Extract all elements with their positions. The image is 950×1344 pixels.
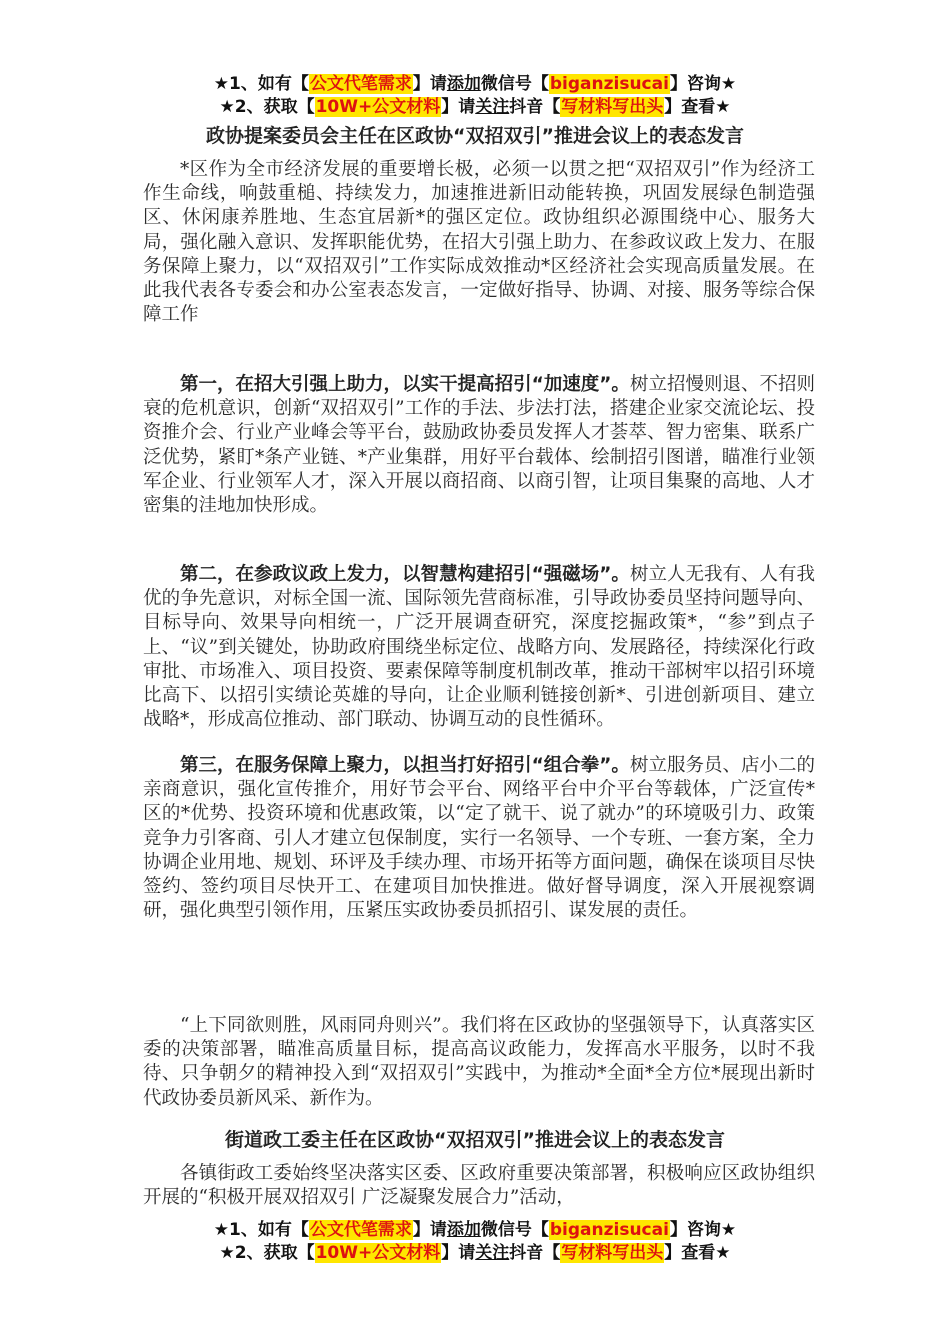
promo-2-mid: 】请 (441, 97, 476, 117)
promo-2-suffix: 】查看★ (664, 97, 731, 117)
paragraph-third-body: 树立服务员、店小二的亲商意识，强化宣传推介，用好节会平台、网络平台中介平台等载体，广泛宣传*区的*优势、投资环境和优惠政策，以“定了就干、说了就办”的环境吸引力、政策竞争力引客商、引人才建立包保制度，实行一名领导、一个专班、一套方案，全力协调企业用地、规划、环评及手续办理、市场开拓等方面问题，确保在谈项目尽快签约、签约项目尽快开工、在建项目加快推进。做好督导调度，深入开展视察调研，强化典型引领作用，压紧压实政协委员抓招引、谋发展的责任。 (143, 755, 815, 922)
paragraph-second-heading: 第二，在参政议政上发力，以智慧构建招引“强磁场”。 (180, 564, 630, 585)
promo-b2-prefix: ★2、获取【 (219, 1243, 315, 1263)
promo-line-2-bottom (0, 1242, 950, 1264)
section-title-2: 街道政工委主任在区政协“双招双引”推进会议上的表态发言 (225, 1129, 725, 1151)
intro-paragraph: *区作为全市经济发展的重要增长极，必须一以贯之把“双招双引”作为经济工作生命线，响鼓重槌、持续发力，加速推进新旧动能转换，巩固发展绿色制造强区、休闲康养胜地、生态宜居新*的强区定位。政协组织必源围绕中心、服务大局，强化融入意识、发挥职能优势，在招大引强上助力、在参政议政上发力、在服务保障上聚力，以“双招双引”工作实际成效推动*区经济社会实现高质量发展。在此我代表各专委会和办公室表态发言，一定做好指导、协调、对接、服务等综合保障工作 (143, 159, 815, 326)
promo-b2-suffix: 】查看★ (664, 1243, 731, 1263)
promo-1-suffix: 】咨询★ (669, 74, 737, 94)
promo-1-prefix: ★1、如有【 (213, 74, 309, 94)
promo-b2-underline: 关注 (475, 1243, 510, 1263)
promo-2-underline: 关注 (475, 97, 510, 117)
closing-paragraph: “上下同欲则胜，风雨同舟则兴”。我们将在区政协的坚强领导下，认真落实区委的决策部署，瞄准高质量目标，提高高议政能力，发挥高水平服务，以时不我待、只争朝夕的精神投入到“双招双引”实践中，为推动*全面*全方位*展现出新时代政协委员新风采、新作为。 (143, 1015, 815, 1109)
paragraph-first-body: 树立招慢则退、不招则衰的危机意识，创新“双招双引”工作的手法、步法打法，搭建企业家交流论坛、投资推介会、行业产业峰会等平台，鼓励政协委员发挥人才荟萃、智力密集、联系广泛优势，紧盯*条产业链、*产业集群，用好平台载体、绘制招引图谱，瞄准行业领军企业、行业领军人才，深入开展以商招商、以商引智，让项目集聚的高地、人才密集的洼地加快形成。 (143, 374, 815, 517)
promo-b1-mid: 】请 (412, 1220, 447, 1240)
promo-b1-highlight-service: 公文代笔需求 (309, 1220, 412, 1240)
promo-2-highlight-douyin: 写材料写出头 (561, 97, 664, 117)
promo-1-mid2: 微信号【 (480, 74, 549, 94)
section-title-1: 政协提案委员会主任在区政协“双招双引”推进会议上的表态发言 (206, 125, 744, 147)
promo-2-mid2: 抖音【 (509, 97, 561, 117)
paragraph-first-heading: 第一，在招大引强上助力，以实干提高招引“加速度”。 (180, 374, 630, 395)
promo-b2-highlight-materials: 10W+公文材料 (315, 1243, 441, 1263)
promo-2-prefix: ★2、获取【 (219, 97, 315, 117)
paragraph-second (143, 563, 815, 732)
promo-b1-underline: 添加 (446, 1220, 481, 1240)
promo-2-highlight-materials: 10W+公文材料 (315, 97, 441, 117)
promo-1-mid: 】请 (412, 74, 447, 94)
promo-b2-highlight-douyin: 写材料写出头 (561, 1243, 664, 1263)
promo-line-1 (0, 73, 950, 95)
promo-b1-prefix: ★1、如有【 (213, 1220, 309, 1240)
promo-b1-mid2: 微信号【 (480, 1220, 549, 1240)
paragraph-third (143, 754, 815, 923)
promo-b1-suffix: 】咨询★ (669, 1220, 737, 1240)
paragraph-second-body: 树立人无我有、人有我优的争先意识，对标全国一流、国际领先营商标准，引导政协委员坚持问题导向、目标导向、效果导向相统一，广泛开展调查研究，深度挖掘政策*，“参”到点子上、“议”到关键处，协助政府围绕坐标定位、战略方向、发展路径，持续深化行政审批、市场准入、项目投资、要素保障等制度机制改革，推动干部树牢以招引环境比高下、以招引实绩论英雄的导向，让企业顺利链接创新*、引进创新项目、建立战略*，形成高位推动、部门联动、协调互动的良性循环。 (143, 564, 815, 731)
promo-1-highlight-wechat: biganzisucai (549, 74, 669, 94)
promo-b2-mid2: 抖音【 (509, 1243, 561, 1263)
promo-line-1-bottom (0, 1219, 950, 1241)
paragraph-third-heading: 第三，在服务保障上聚力，以担当打好招引“组合拳”。 (180, 755, 630, 776)
paragraph-first (143, 373, 815, 518)
promo-b2-mid: 】请 (441, 1243, 476, 1263)
paragraph-fourth: 各镇街政工委始终坚决落实区委、区政府重要决策部署，积极响应区政协组织开展的“积极开展双招双引 广泛凝聚发展合力”活动， (143, 1163, 815, 1209)
promo-line-2 (0, 96, 950, 118)
promo-1-highlight-service: 公文代笔需求 (309, 74, 412, 94)
promo-b1-highlight-wechat: biganzisucai (549, 1220, 669, 1240)
promo-1-underline: 添加 (446, 74, 481, 94)
